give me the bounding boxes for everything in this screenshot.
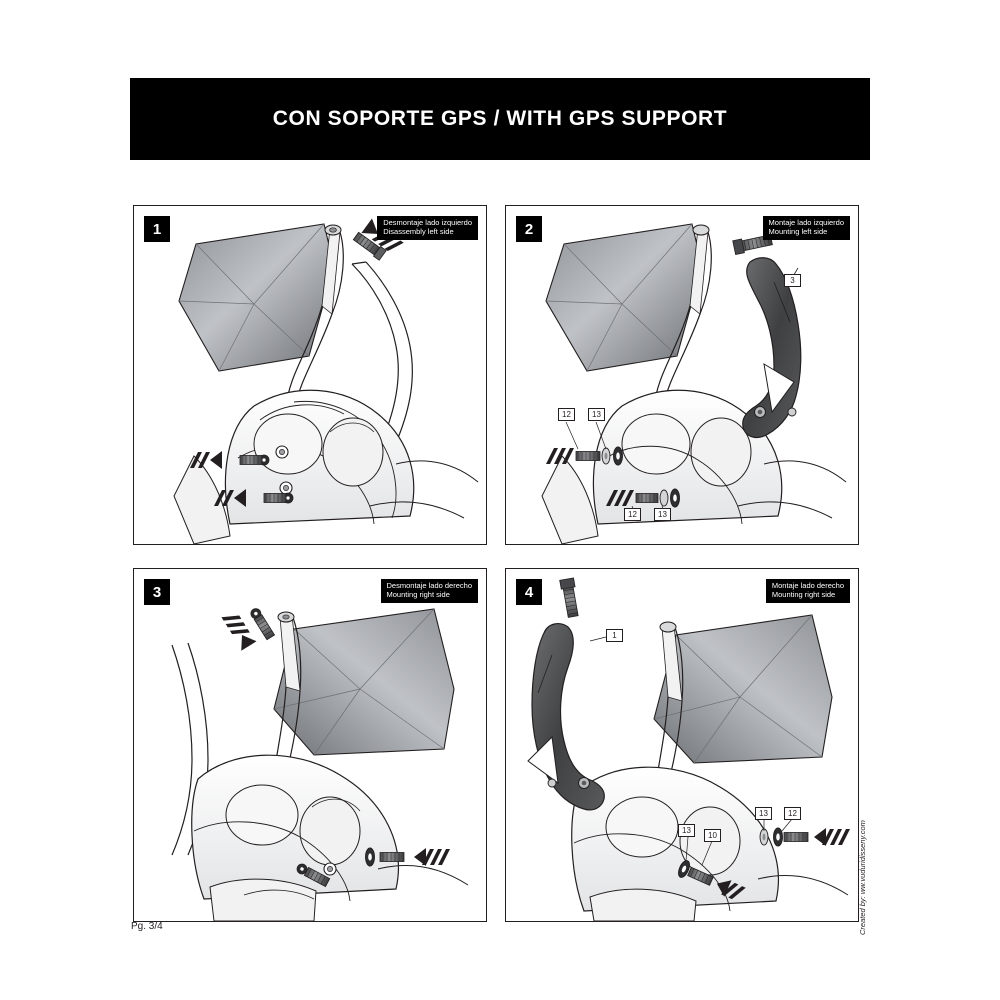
step-number-badge: 4 xyxy=(516,579,542,605)
credit-text: Created by: ww.vuduridisseny.com xyxy=(858,820,867,935)
page-title-banner xyxy=(130,78,870,160)
panel-3-illustration xyxy=(134,569,486,921)
caption-spanish: Desmontaje lado izquierdo xyxy=(383,218,472,227)
panel-1-illustration xyxy=(134,206,486,544)
instruction-panel-1 xyxy=(133,205,487,545)
instruction-panel-3 xyxy=(133,568,487,922)
step-number-badge: 2 xyxy=(516,216,542,242)
caption-spanish: Montaje lado izquierdo xyxy=(768,218,844,227)
caption-spanish: Montaje lado derecho xyxy=(771,581,844,590)
part-tag-12a: 12 xyxy=(784,807,801,820)
part-tag-10: 10 xyxy=(704,829,721,842)
part-tag-3: 3 xyxy=(784,274,801,287)
part-tag-1: 1 xyxy=(606,629,623,642)
caption-english: Disassembly left side xyxy=(383,226,454,236)
credit-wrapper xyxy=(858,795,874,935)
part-tag-13a: 13 xyxy=(755,807,772,820)
caption-english: Mounting left side xyxy=(768,226,828,236)
part-tag-12a: 12 xyxy=(558,408,575,421)
part-tag-13b: 13 xyxy=(654,508,671,521)
step-number-badge: 1 xyxy=(144,216,170,242)
panel-caption xyxy=(381,579,478,603)
step-number-badge: 3 xyxy=(144,579,170,605)
panel-caption xyxy=(377,216,478,240)
part-tag-13a: 13 xyxy=(588,408,605,421)
page-title: CON SOPORTE GPS / WITH GPS SUPPORT xyxy=(272,107,728,130)
caption-english: Mounting right side xyxy=(386,589,450,599)
instruction-panel-4 xyxy=(505,568,859,922)
caption-spanish: Desmontaje lado derecho xyxy=(386,581,472,590)
part-tag-13b: 13 xyxy=(678,824,695,837)
part-tag-12b: 12 xyxy=(624,508,641,521)
instruction-panel-2 xyxy=(505,205,859,545)
page-number: Pg. 3/4 xyxy=(131,921,163,932)
caption-english: Mounting right side xyxy=(771,589,836,599)
panel-caption xyxy=(763,216,850,240)
panel-4-illustration xyxy=(506,569,858,921)
panel-caption xyxy=(766,579,850,603)
panel-2-illustration xyxy=(506,206,858,544)
